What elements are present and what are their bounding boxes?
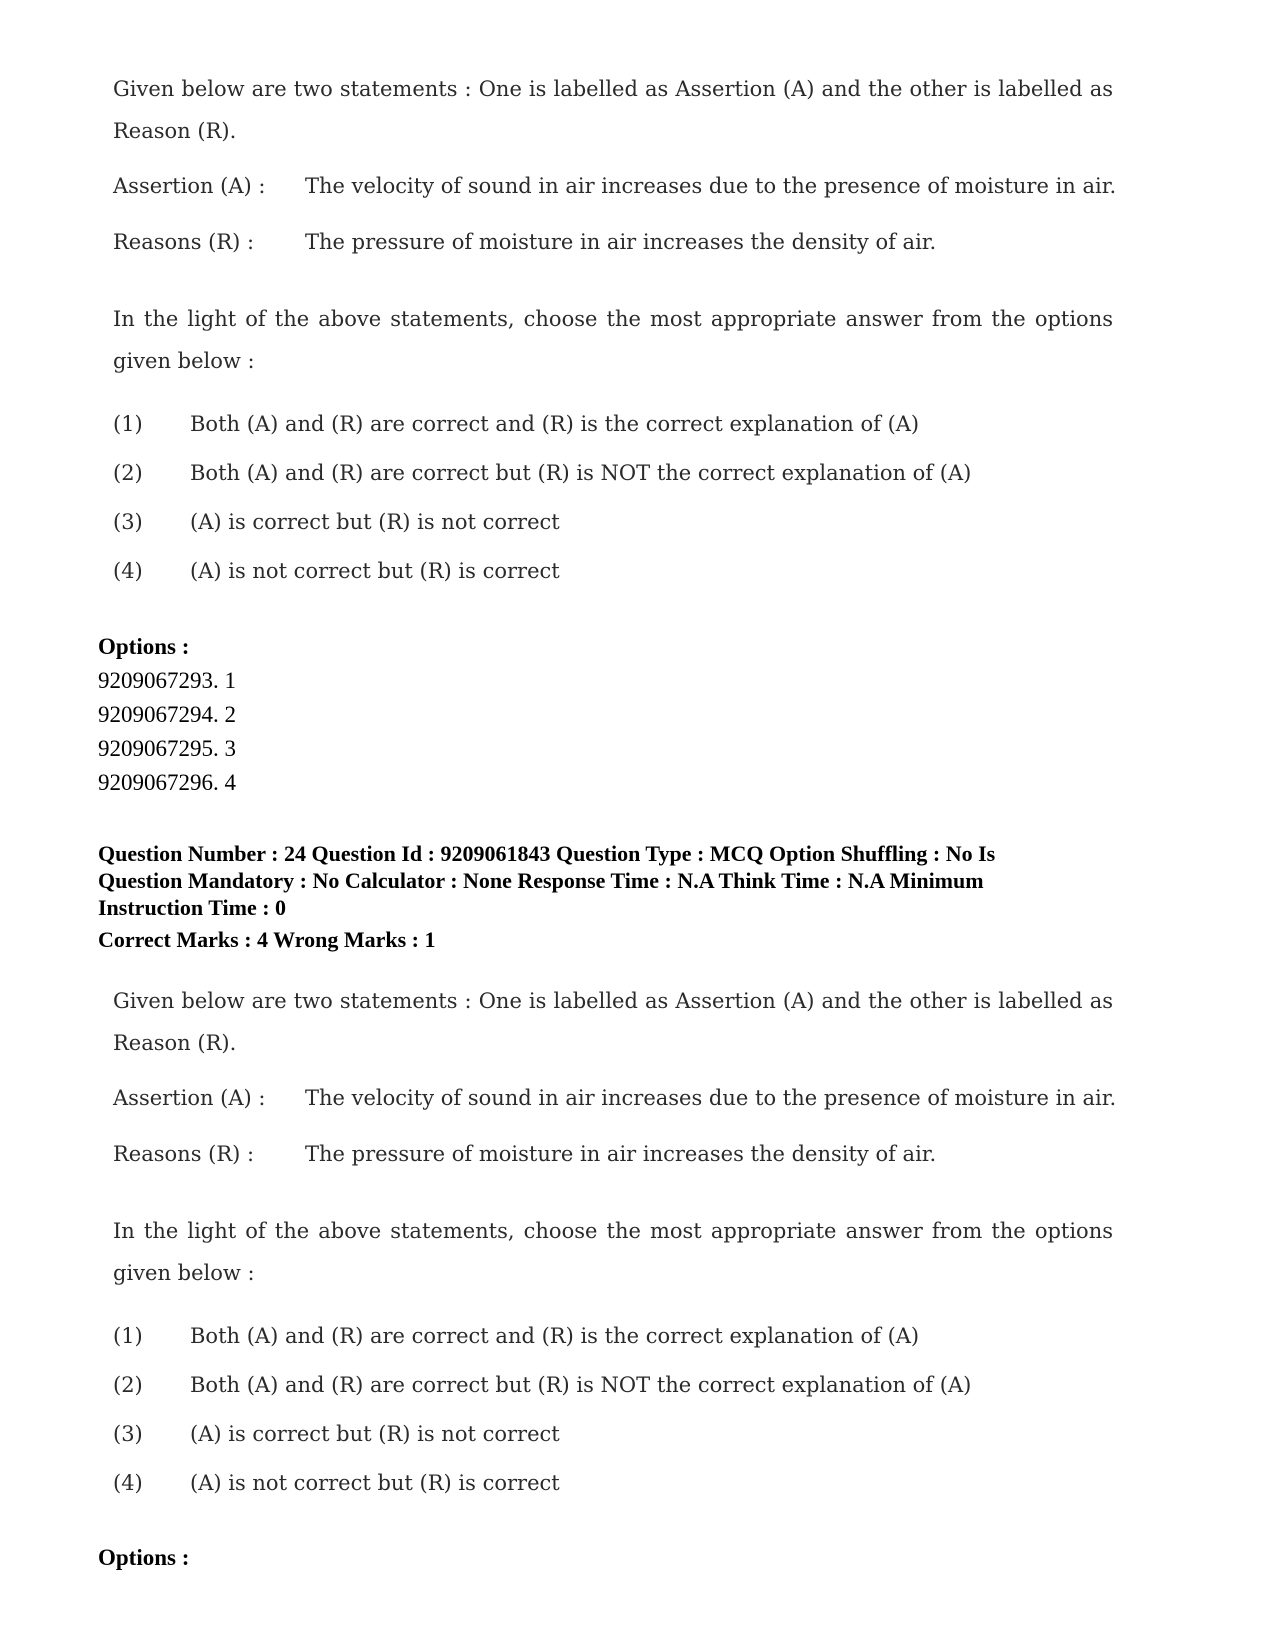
intro-text: Given below are two statements : One is labelled as Assertion (A) and the other is labelled as Reason (R). [113,77,1113,143]
choice-3 [113,1422,560,1446]
assertion-text: The velocity of sound in air increases due to the presence of moisture in air. [305,174,1117,198]
choice-text: (A) is correct but (R) is not correct [190,510,560,534]
instruction-text: In the light of the above statements, choose the most appropriate answer from the options given below : [113,307,1113,373]
question-image-block-1 [113,68,1117,583]
question-image-block-2 [113,980,1117,1495]
option-item: 9209067293. 1 [98,668,236,693]
choice-text: Both (A) and (R) are correct and (R) is the correct explanation of (A) [190,412,920,436]
choice-number: (2) [113,461,143,485]
question-meta-line-2: Question Mandatory : No Calculator : None Response Time : N.A Think Time : N.A Minimum [98,868,984,893]
choice-4 [113,1471,560,1495]
choice-text: (A) is not correct but (R) is correct [190,559,560,583]
choice-number: (3) [113,510,143,534]
choice-number: (4) [113,1471,143,1495]
assertion-statement [113,174,1116,198]
choice-4 [113,559,560,583]
choice-3 [113,510,560,534]
choice-text: Both (A) and (R) are correct but (R) is NOT the correct explanation of (A) [190,461,972,485]
choice-text: Both (A) and (R) are correct and (R) is the correct explanation of (A) [190,1324,920,1348]
assertion-label: Assertion (A) : [113,1086,266,1110]
reason-statement [113,230,936,254]
choice-number: (3) [113,1422,143,1446]
choice-number: (4) [113,559,143,583]
assertion-label: Assertion (A) : [113,174,266,198]
assertion-text: The velocity of sound in air increases due to the presence of moisture in air. [305,1086,1117,1110]
reason-label: Reasons (R) : [113,1142,255,1166]
question-meta-line-3: Instruction Time : 0 [98,895,287,920]
reason-text: The pressure of moisture in air increases the density of air. [305,230,937,254]
question-marks: Correct Marks : 4 Wrong Marks : 1 [98,927,436,952]
choice-1 [113,412,919,436]
choice-2 [113,461,971,485]
choice-1 [113,1324,919,1348]
options-heading: Options : [98,634,190,659]
option-item: 9209067295. 3 [98,736,236,761]
intro-text: Given below are two statements : One is labelled as Assertion (A) and the other is labelled as Reason (R). [113,989,1113,1055]
option-item: 9209067296. 4 [98,770,236,795]
choice-number: (2) [113,1373,143,1397]
options-heading: Options : [98,1545,190,1570]
choice-text: (A) is not correct but (R) is correct [190,1471,560,1495]
assertion-statement [113,1086,1116,1110]
choice-text: (A) is correct but (R) is not correct [190,1422,560,1446]
reason-statement [113,1142,936,1166]
reason-label: Reasons (R) : [113,230,255,254]
choice-2 [113,1373,971,1397]
question-meta-line-1: Question Number : 24 Question Id : 9209061843 Question Type : MCQ Option Shuffling : No Is [98,841,996,866]
reason-text: The pressure of moisture in air increases the density of air. [305,1142,937,1166]
instruction-text: In the light of the above statements, choose the most appropriate answer from the options given below : [113,1219,1113,1285]
choice-text: Both (A) and (R) are correct but (R) is NOT the correct explanation of (A) [190,1373,972,1397]
choice-number: (1) [113,1324,143,1348]
choice-number: (1) [113,412,143,436]
option-item: 9209067294. 2 [98,702,236,727]
